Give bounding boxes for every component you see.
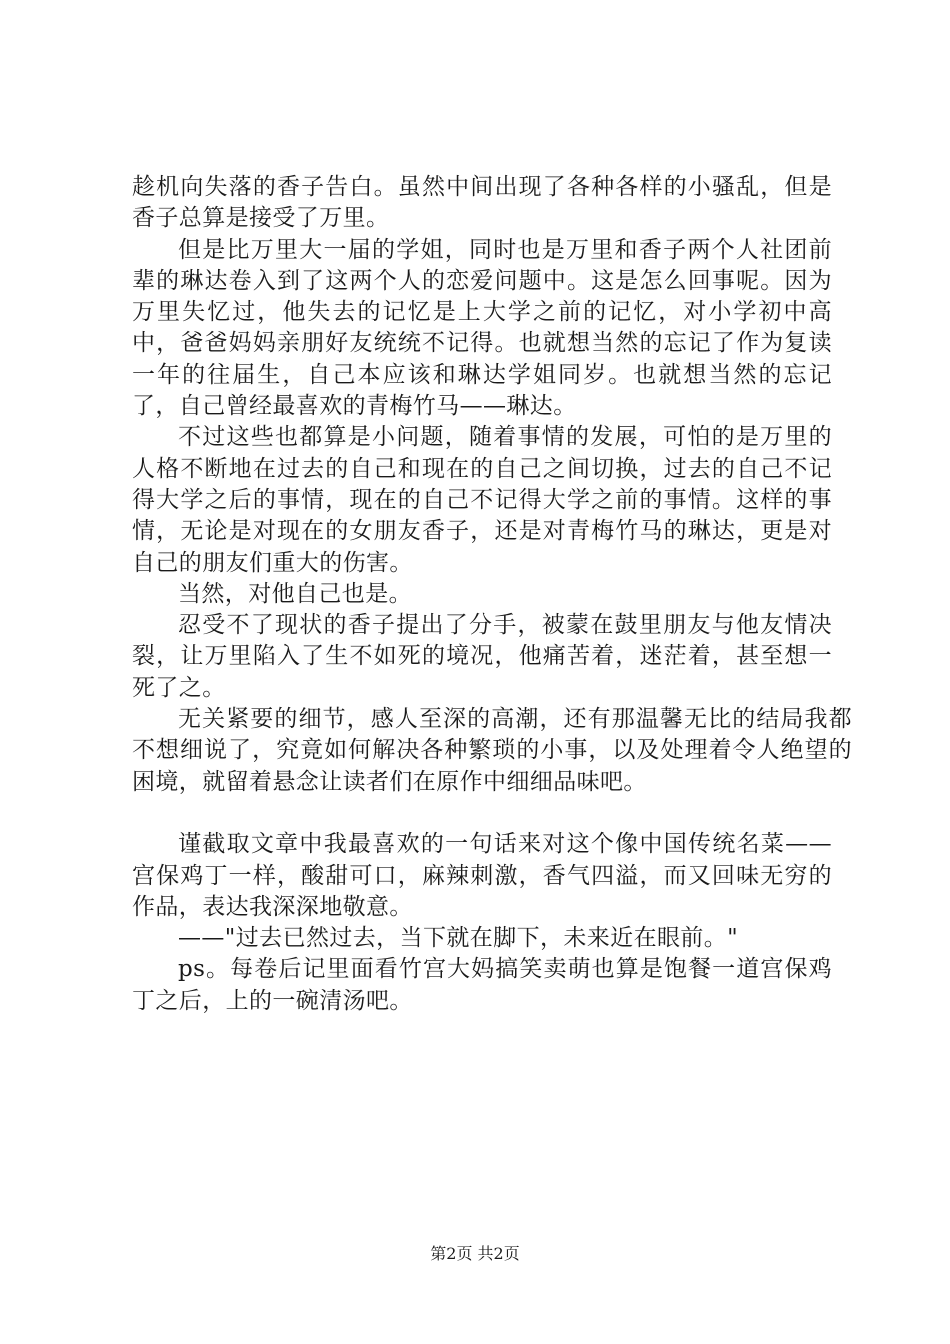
page-footer: 第2页 共2页 xyxy=(430,1244,520,1263)
paragraph-5: 忍受不了现状的香子提出了分手，被蒙在鼓里朋友与他友情决裂，让万里陷入了生不如死的境况，他痛苦着，迷茫着，甚至想一死了之。 xyxy=(132,612,832,701)
paragraph-3: 不过这些也都算是小问题，随着事情的发展，可怕的是万里的人格不断地在过去的自己和现在的自己之间切换，过去的自己不记得大学之后的事情，现在的自己不记得大学之前的事情。这样的事情，无论是对现在的女朋友香子，还是对青梅竹马的琳达，更是对自己的朋友们重大的伤害。 xyxy=(132,424,832,576)
paragraph-ps: ps。每卷后记里面看竹宫大妈搞笑卖萌也算是饱餐一道宫保鸡丁之后，上的一碗清汤吧。 xyxy=(132,956,832,1014)
document-body xyxy=(132,172,852,1017)
paragraph-2: 但是比万里大一届的学姐，同时也是万里和香子两个人社团前辈的琳达卷入到了这两个人的恋爱问题中。这是怎么回事呢。因为万里失忆过，他失去的记忆是上大学之前的记忆，对小学初中高中，爸爸妈妈亲朋好友统统不记得。也就想当然的忘记了作为复读一年的往届生，自己本应该和琳达学姐同岁。也就想当然的忘记了，自己曾经最喜欢的青梅竹马——琳达。 xyxy=(132,236,832,420)
paragraph-6: 无关紧要的细节，感人至深的高潮，还有那温馨无比的结局我都不想细说了，究竟如何解决各种繁琐的小事，以及处理着令人绝望的困境，就留着悬念让读者们在原作中细细品味吧。 xyxy=(132,706,852,795)
quote-line: ——"过去已然过去，当下就在脚下，未来近在眼前。" xyxy=(178,925,739,952)
paragraph-1: 趁机向失落的香子告白。虽然中间出现了各种各样的小骚乱，但是香子总算是接受了万里。 xyxy=(132,174,832,232)
paragraph-gap xyxy=(132,798,832,829)
paragraph-4: 当然，对他自己也是。 xyxy=(178,580,412,607)
paragraph-7: 谨截取文章中我最喜欢的一句话来对这个像中国传统名菜——宫保鸡丁一样，酸甜可口，麻辣刺激，香气四溢，而又回味无穷的作品，表达我深深地敬意。 xyxy=(132,831,832,920)
